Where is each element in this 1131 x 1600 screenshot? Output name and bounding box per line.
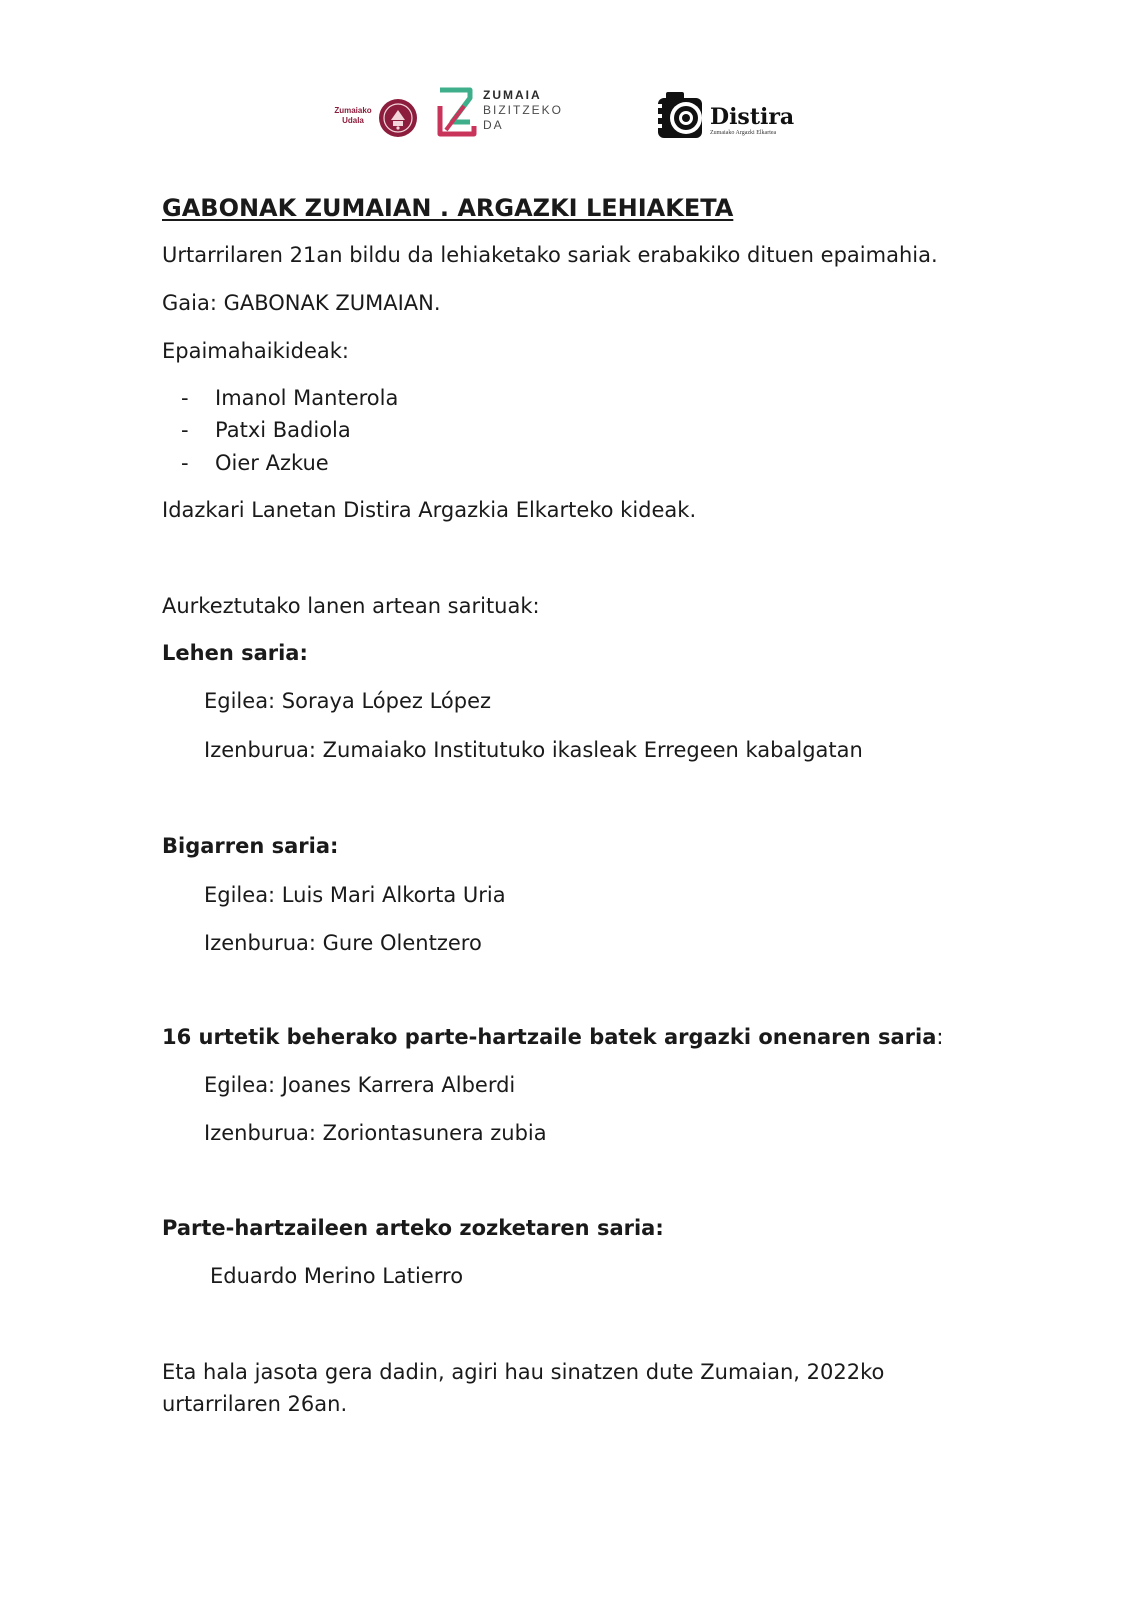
prize-work-title: Izenburua: Zumaiako Institutuko ikasleak Erregeen kabalgatan (204, 738, 863, 762)
prize-heading-colon: : (936, 1025, 944, 1049)
udala-logo (330, 94, 430, 142)
jury-member: Imanol Manterola (215, 386, 399, 410)
header-logos (0, 76, 1131, 156)
zumaia-line3: DA (483, 118, 504, 132)
zumaia-logo-text (483, 88, 563, 133)
closing-line: urtarrilaren 26an. (162, 1392, 348, 1416)
secretary-text: Idazkari Lanetan Distira Argazkia Elkarteko kideak. (162, 498, 697, 522)
closing-line: Eta hala jasota gera dadin, agiri hau sinatzen dute Zumaian, 2022ko (162, 1360, 885, 1384)
jury-dash: - (181, 418, 189, 442)
prize-author: Egilea: Soraya López López (204, 689, 492, 713)
prize-winner: Eduardo Merino Latierro (210, 1264, 464, 1288)
distira-logo-subtitle: Zumaiako Argazki Elkartea (710, 130, 777, 136)
prize-heading: Lehen saria: (162, 641, 308, 665)
prize-heading: 16 urtetik beherako parte-hartzaile batek argazki onenaren saria (162, 1025, 937, 1049)
seal-icon (378, 98, 418, 138)
zumaia-logo (436, 84, 566, 144)
document-title: GABONAK ZUMAIAN . ARGAZKI LEHIAKETA (162, 194, 734, 222)
jury-dash: - (181, 451, 189, 475)
jury-member: Oier Azkue (215, 451, 329, 475)
prize-work-title: Izenburua: Gure Olentzero (204, 931, 482, 955)
jury-label: Epaimahaikideak: (162, 339, 349, 363)
zumaia-line1: ZUMAIA (483, 88, 542, 102)
winners-label: Aurkeztutako lanen artean sarituak: (162, 594, 540, 618)
prize-author: Egilea: Luis Mari Alkorta Uria (204, 883, 506, 907)
prize-heading-wrapper (162, 1025, 943, 1049)
intro-text: Urtarrilaren 21an bildu da lehiaketako sariak erabakiko dituen epaimahia. (162, 243, 938, 267)
distira-logo (656, 78, 796, 150)
jury-member: Patxi Badiola (215, 418, 351, 442)
udala-logo-text: Zumaiako Udala (334, 106, 372, 125)
prize-author: Egilea: Joanes Karrera Alberdi (204, 1073, 516, 1097)
prize-heading: Bigarren saria: (162, 834, 339, 858)
prize-heading: Parte-hartzaileen arteko zozketaren saria: (162, 1216, 664, 1240)
z-logo-icon (436, 86, 478, 140)
zumaia-line2: BIZITZEKO (483, 103, 564, 117)
distira-logo-word: Distira (710, 104, 795, 130)
prize-work-title: Izenburua: Zoriontasunera zubia (204, 1121, 547, 1145)
theme-text: Gaia: GABONAK ZUMAIAN. (162, 291, 441, 315)
camera-icon (656, 84, 718, 146)
jury-dash: - (181, 386, 189, 410)
